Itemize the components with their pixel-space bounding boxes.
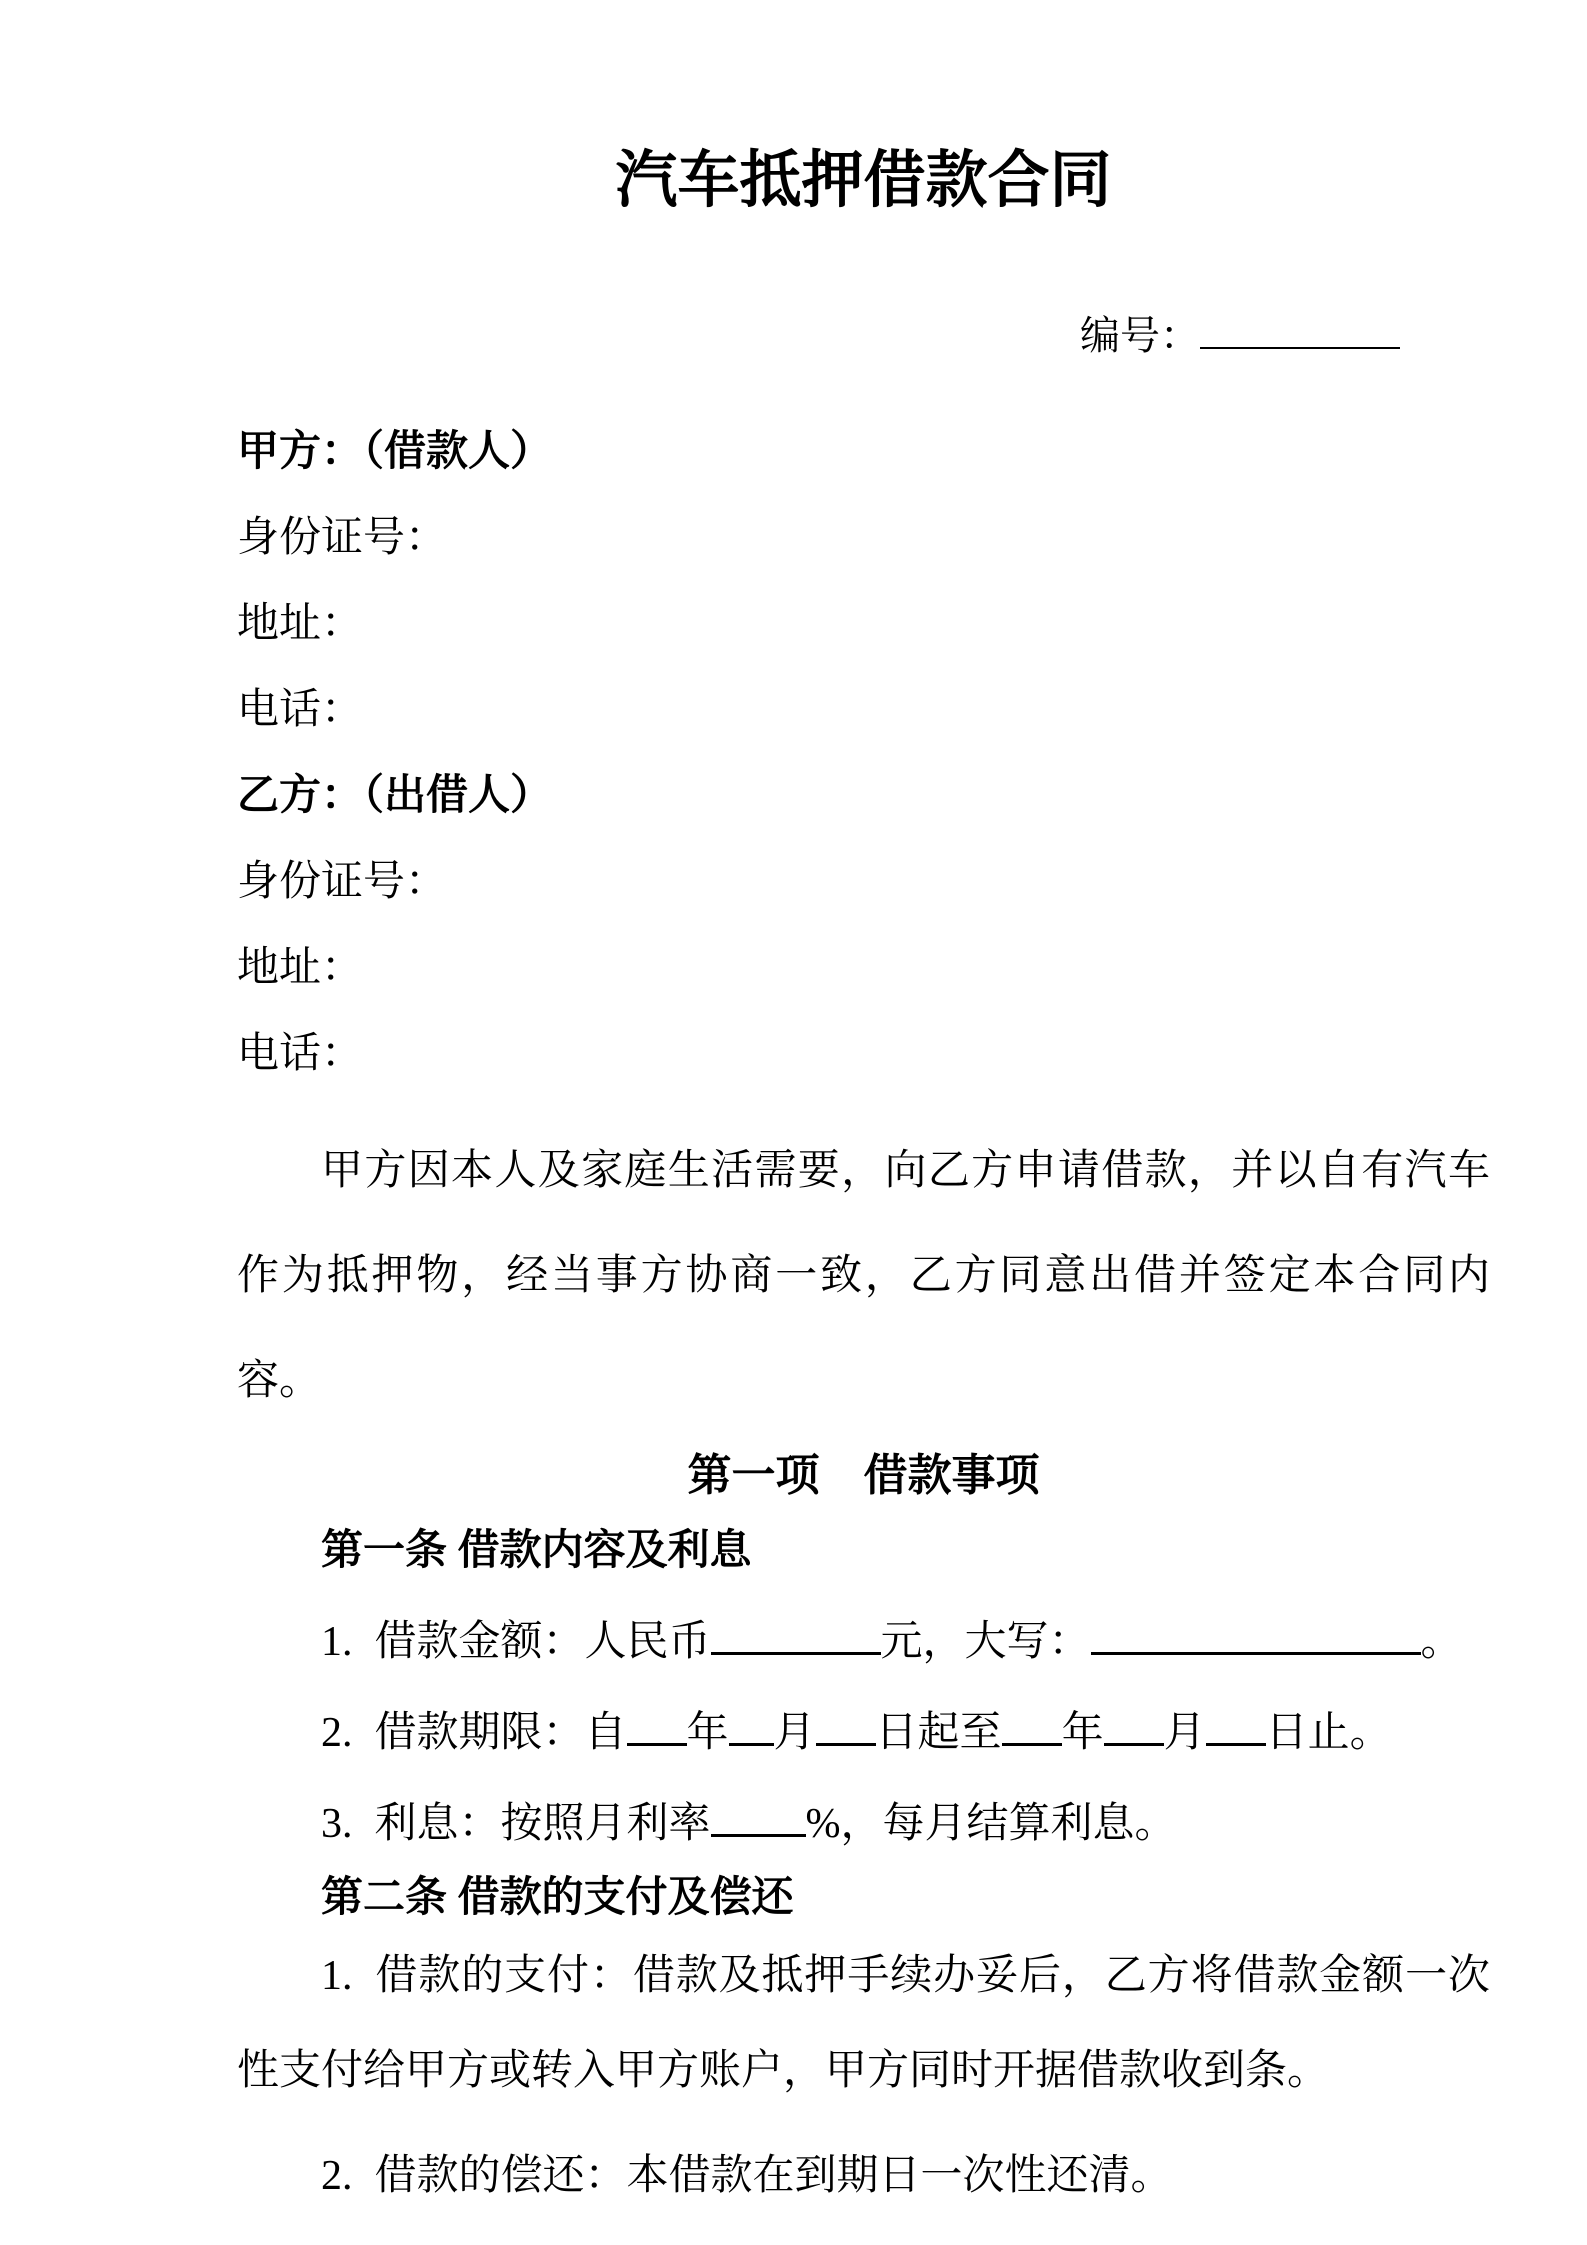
party-b-block xyxy=(237,775,1490,1075)
fill-in-blank xyxy=(729,1701,774,1746)
item-marker: 3. xyxy=(321,1801,353,1847)
clause-loan-amount xyxy=(237,1610,1490,1663)
fill-in-blank xyxy=(1002,1701,1062,1746)
intro-paragraph: 甲方因本人及家庭生活需要，向乙方申请借款，并以自有汽车作为抵押物，经当事方协商一致，乙方同意出借并签定本合同内容。 xyxy=(237,1148,1490,1404)
clause-payment xyxy=(237,1929,1490,2119)
clause-text-segment: 日起至 xyxy=(875,1710,1002,1756)
fill-in-blank xyxy=(1091,1610,1421,1655)
party-a-block xyxy=(237,431,1490,731)
clause-interest xyxy=(237,1792,1490,1845)
clause-interest-text xyxy=(375,1801,1177,1847)
clause-repayment xyxy=(237,2129,1490,2224)
party-b-id-number-label: 身份证号： xyxy=(237,859,448,905)
clause-text-segment: 元，大写： xyxy=(880,1619,1091,1665)
clause-text-segment: %，每月结算利息。 xyxy=(805,1801,1177,1847)
clause-text-segment: 。 xyxy=(1420,1619,1463,1665)
fill-in-blank xyxy=(711,1610,881,1655)
clause-text-segment: 月 xyxy=(1163,1710,1206,1756)
fill-in-blank xyxy=(627,1701,687,1746)
clause-text-segment: 借款期限：自 xyxy=(374,1710,627,1756)
section-1-heading: 第一项 借款事项 xyxy=(687,1451,1040,1500)
clause-payment-text: 借款的支付：借款及抵押手续办妥后，乙方将借款金额一次性支付给甲方或转入甲方账户，甲方同时开据借款收到条。 xyxy=(237,1953,1490,2094)
party-b-label: 乙方：（出借人） xyxy=(237,773,553,819)
article-2-heading: 第二条 借款的支付及偿还 xyxy=(321,1875,794,1921)
contract-number-label: 编号： xyxy=(1080,313,1200,358)
article-1-heading: 第一条 借款内容及利息 xyxy=(321,1528,752,1574)
party-a-address-label: 地址： xyxy=(237,601,364,647)
clause-text-segment: 借款金额：人民币 xyxy=(374,1619,711,1665)
clause-text-segment: 日止。 xyxy=(1265,1710,1392,1756)
clause-loan-term xyxy=(237,1701,1490,1754)
clause-text-segment: 月 xyxy=(773,1710,816,1756)
party-a-id-number-label: 身份证号： xyxy=(237,515,448,561)
item-marker: 2. xyxy=(321,2153,353,2199)
clause-loan-amount-text xyxy=(375,1619,1463,1665)
clause-loan-term-text xyxy=(375,1710,1392,1756)
item-marker: 1. xyxy=(321,1619,353,1665)
document-title: 汽车抵押借款合同 xyxy=(615,147,1112,215)
fill-in-blank xyxy=(816,1701,876,1746)
party-b-phone-label: 电话： xyxy=(237,1031,364,1077)
clause-text-segment: 利息：按照月利率 xyxy=(374,1801,711,1847)
clause-text-segment: 年 xyxy=(1061,1710,1104,1756)
fill-in-blank xyxy=(1206,1701,1266,1746)
item-marker: 1. xyxy=(321,1953,353,1999)
contract-number-blank xyxy=(1200,307,1400,349)
clause-repayment-text: 借款的偿还：本借款在到期日一次性还清。 xyxy=(374,2153,1173,2199)
clause-text-segment: 年 xyxy=(686,1710,729,1756)
fill-in-blank xyxy=(1104,1701,1164,1746)
fill-in-blank xyxy=(711,1792,806,1837)
party-a-phone-label: 电话： xyxy=(237,687,364,733)
party-a-label: 甲方：（借款人） xyxy=(237,429,553,475)
contract-number-row xyxy=(237,307,1400,358)
item-marker: 2. xyxy=(321,1710,353,1756)
party-b-address-label: 地址： xyxy=(237,945,364,991)
